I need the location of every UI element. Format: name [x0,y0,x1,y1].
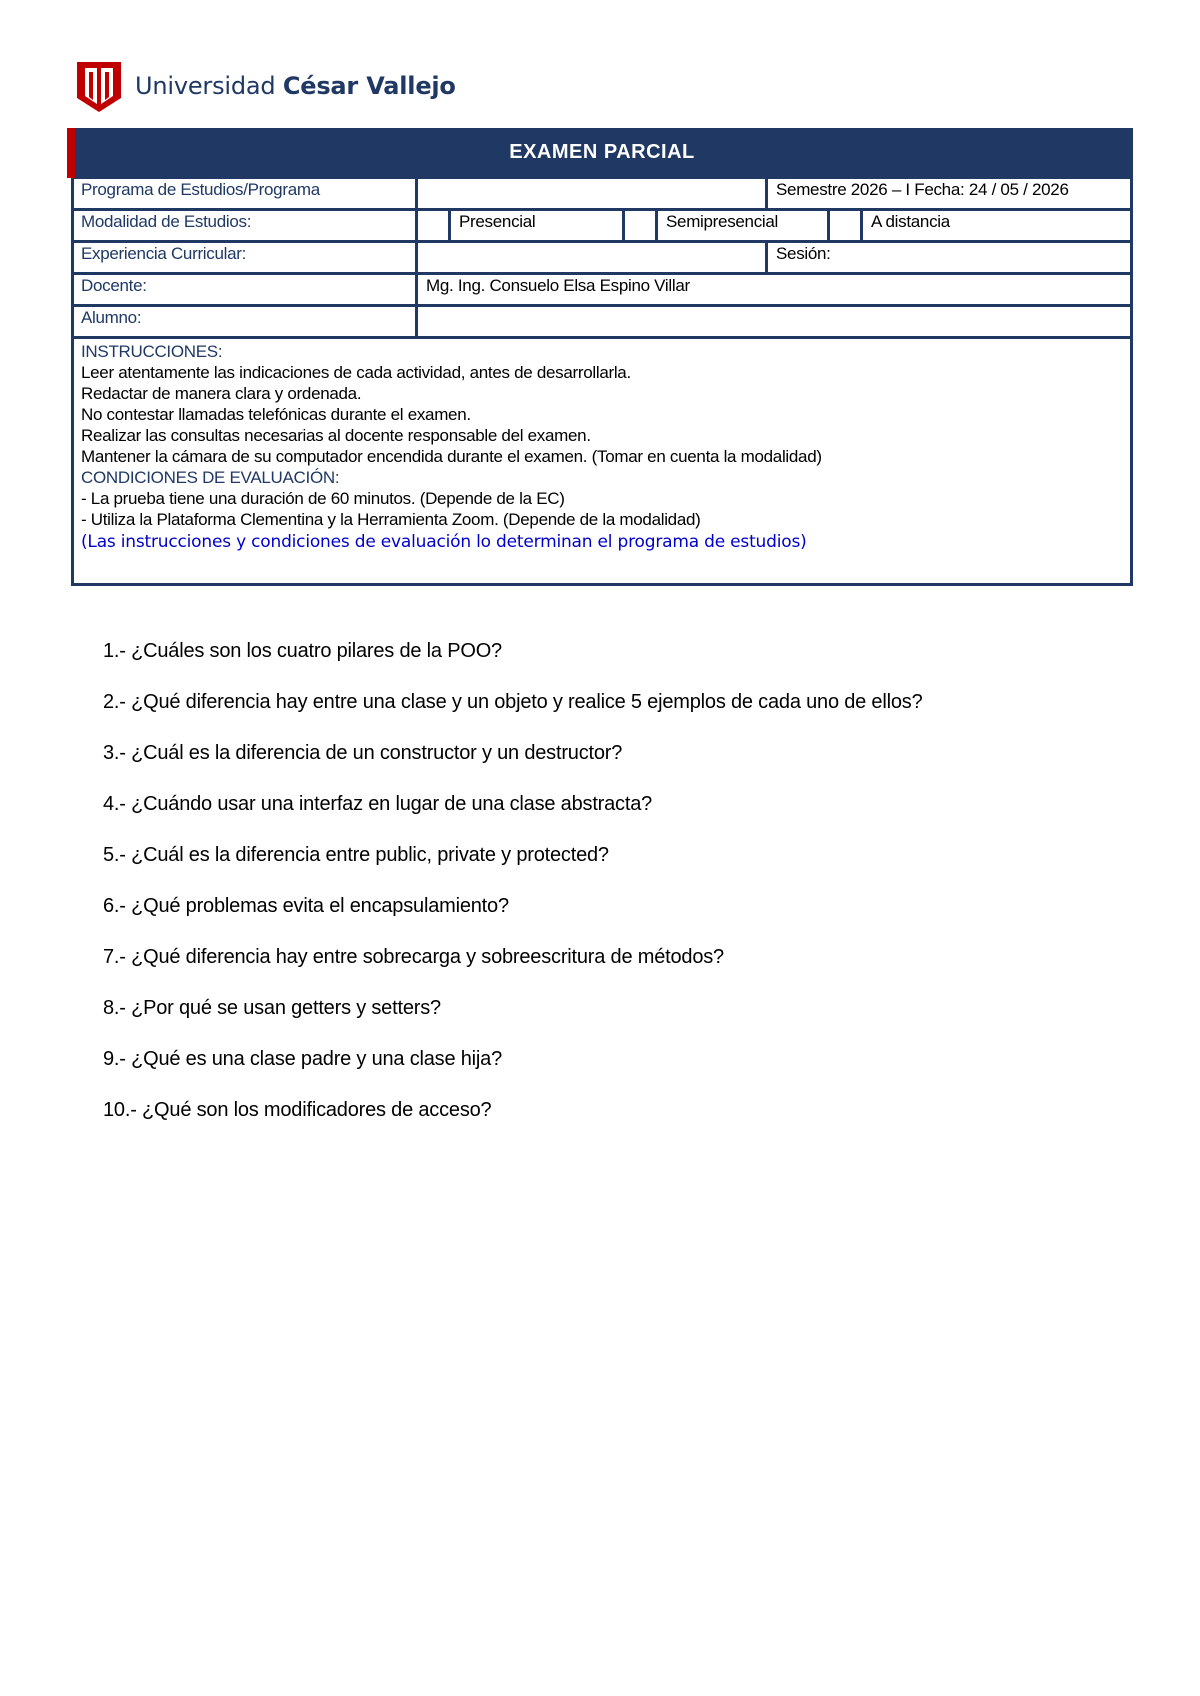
semipresencial-label: Semipresencial [658,211,830,240]
question-list [103,640,923,1150]
instruction-item: Mantener la cámara de su computador encendida durante el examen. (Tomar en cuenta la modalidad) [81,447,822,466]
sesion-label: Sesión: [776,244,831,263]
condition-item: - La prueba tiene una duración de 60 minutos. (Depende de la EC) [81,489,565,508]
semipresencial-checkbox[interactable] [625,211,658,240]
question-item: 4.- ¿Cuándo usar una interfaz en lugar de una clase abstracta? [103,793,653,815]
row-alumno [74,304,1130,336]
programa-field[interactable] [418,179,768,208]
conditions-heading: CONDICIONES DE EVALUACIÓN: [81,468,340,487]
instruction-item: No contestar llamadas telefónicas durante el examen. [81,405,471,424]
university-name [135,72,456,100]
distancia-checkbox[interactable] [830,211,863,240]
row-programa [74,176,1130,208]
exam-form [71,128,1133,586]
row-modalidad [74,208,1130,240]
university-shield-icon [75,58,123,114]
question-item: 2.- ¿Qué diferencia hay entre una clase y un objeto y realice 5 ejemplos de cada uno de ellos? [103,691,923,713]
presencial-checkbox[interactable] [418,211,451,240]
instructions-note: (Las instrucciones y condiciones de evaluación lo determinan el programa de estudios) [81,532,807,552]
question-item: 6.- ¿Qué problemas evita el encapsulamiento? [103,895,509,917]
question-item: 5.- ¿Cuál es la diferencia entre public, private y protected? [103,844,609,866]
alumno-label: Alumno: [74,307,418,336]
exam-header [74,128,1130,176]
condition-item: - Utiliza la Plataforma Clementina y la Herramienta Zoom. (Depende de la modalidad) [81,510,701,529]
row-docente [74,272,1130,304]
docente-label: Docente: [74,275,418,304]
question-item: 3.- ¿Cuál es la diferencia de un constructor y un destructor? [103,742,623,764]
experiencia-field[interactable] [418,243,768,272]
experiencia-label: Experiencia Curricular: [74,243,418,272]
instruction-item: Realizar las consultas necesarias al docente responsable del examen. [81,426,591,445]
row-experiencia [74,240,1130,272]
exam-title: EXAMEN PARCIAL [509,140,695,163]
university-name-regular: Universidad [135,72,283,100]
programa-label: Programa de Estudios/Programa [74,179,418,208]
university-name-bold: César Vallejo [282,72,456,100]
distancia-label: A distancia [871,212,950,231]
header-accent [67,128,75,178]
instruction-item: Redactar de manera clara y ordenada. [81,384,362,403]
semestre-date: Semestre 2026 – I Fecha: 24 / 05 / 2026 [776,180,1069,199]
question-item: 9.- ¿Qué es una clase padre y una clase hija? [103,1048,503,1070]
question-item: 10.- ¿Qué son los modificadores de acceso? [103,1099,492,1121]
instructions-heading: INSTRUCCIONES: [81,342,223,361]
university-logo [75,58,456,114]
instructions-block [74,336,1130,583]
presencial-label: Presencial [451,211,625,240]
question-item: 7.- ¿Qué diferencia hay entre sobrecarga y sobreescritura de métodos? [103,946,724,968]
modalidad-label: Modalidad de Estudios: [74,211,418,240]
alumno-field[interactable] [418,307,1130,336]
docente-value: Mg. Ing. Consuelo Elsa Espino Villar [426,276,690,295]
instruction-item: Leer atentamente las indicaciones de cada actividad, antes de desarrollarla. [81,363,631,382]
question-item: 8.- ¿Por qué se usan getters y setters? [103,997,441,1019]
question-item: 1.- ¿Cuáles son los cuatro pilares de la POO? [103,640,502,662]
